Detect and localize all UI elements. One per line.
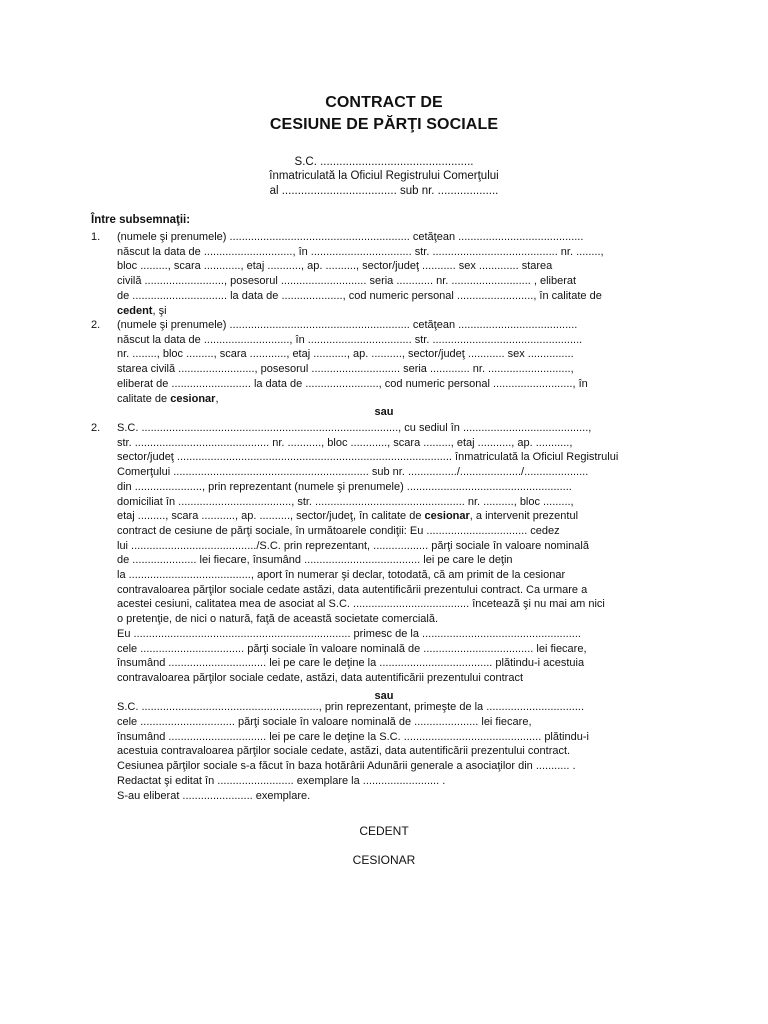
contract-body-line: însumând ................................ lei pe care le deţine la ..................................... plătindu-i acestuia [117, 657, 585, 670]
party2-line: născut la data de ............................, în .................................. str. ................................................. [117, 333, 583, 346]
company-line: sector/judeţ .......................................................................................... înmatriculată la Oficiul Registrului [117, 451, 619, 464]
contract-body-line: Eu ....................................................................... primesc de la .................................................... [117, 627, 581, 640]
cesionar-role-label: cesionar [424, 510, 470, 523]
party1-line: bloc ........., scara ............, etaj ..........., ap. .........., sector/judeţ ........... sex ............. starea [117, 260, 553, 273]
contract-body-line: contract de cesiune de părţi sociale, în următoarele condiţii: Eu ................................. cedez [117, 524, 560, 537]
company-role-prefix: etaj ........., scara ..........., ap. .........., sector/judeţ, în calitate de [117, 510, 425, 523]
party2-line: nr. ........, bloc ........., scara ............, etaj ..........., ap. .........., sector/judeţ ............ sex ............... [117, 348, 574, 361]
party2-role-prefix: calitate de [117, 392, 171, 405]
or-separator: sau [374, 406, 394, 418]
company-line: S.C. ...................................................................................., cu sediul în ........................................., [117, 422, 592, 434]
party1-line: (numele şi prenumele) ........................................................... cetăţean ......................................... [117, 231, 584, 243]
party2-role-suffix: , [215, 392, 219, 405]
cedent-signature-label: CEDENT [359, 824, 409, 838]
party2-company-number: 2. [91, 422, 101, 434]
company-name-line: S.C. ................................................ [294, 156, 474, 168]
party1-line: născut la data de ............................., în ................................. str. ......................................... nr. ........, [117, 245, 604, 258]
registry-line: înmatriculată la Oficiul Registrului Comerţului [269, 170, 499, 182]
cedent-role-label: cedent [117, 304, 153, 317]
company-line: domiciliat în ....................................., str. ................................................. nr. .........., bloc ........., [117, 495, 574, 508]
contract-body-line: de ..................... lei fiecare, însumând ...................................... lei pe care le deţin [117, 554, 513, 567]
party1-role-suffix: , şi [152, 304, 167, 317]
company-line: str. ............................................ nr. ..........., bloc ............, scara ........., etaj ..........., ap. ..........., [117, 436, 573, 449]
party2-number: 2. [91, 319, 101, 331]
party2-line: starea civilă ........................., posesorul ............................. seria ............. nr. ..........................., [117, 363, 574, 376]
party2-company-section [117, 421, 677, 803]
party1-line: de ............................... la data de ...................., cod numeric personal ........................., în calitate de [117, 289, 602, 302]
alternative-line: Cesiunea părţilor sociale s-a făcut în baza hotărârii Adunării generale a asociaţilor din ........... . [117, 760, 576, 773]
contract-body-line: cele .................................. părţi sociale în valoare nominală de .................................... lei fiecare, [117, 642, 587, 655]
alternative-line: cele ............................... părţi sociale în valoare nominală de ..................... lei fiecare, [117, 716, 532, 729]
alternative-line: S-au eliberat ....................... exemplare. [117, 789, 311, 802]
alternative-line: acestuia contravaloarea părţilor sociale cedate, astăzi, data autentificării prezentului contract. [117, 745, 571, 758]
contract-body-line: acestei cesiuni, calitatea mea de asociat al S.C. ...................................... încetează şi nu mai am nici [117, 598, 605, 611]
party2-line: (numele şi prenumele) ........................................................... cetăţean ....................................... [117, 319, 578, 331]
contract-body-line: contravaloarea părţilor sociale cedate astăzi, data autentificării prezentului contract. Ca urmare a [117, 583, 588, 596]
party2-section [117, 318, 677, 406]
or-separator: sau [374, 690, 394, 702]
alternative-line: S.C. .........................................................., prin reprezentant, primeşte de la ................................ [117, 701, 585, 714]
party1-section [117, 230, 677, 318]
party1-role-line [117, 304, 677, 319]
party2-line: eliberat de .......................... la data de ........................, cod numeric personal .........................., în [117, 377, 588, 390]
company-role-line [117, 509, 677, 524]
company-line: din ......................, prin reprezentant (numele şi prenumele) ...................................................... [117, 480, 572, 493]
party2-role-line [117, 392, 677, 407]
contract-body-line: la ........................................, aport în numerar şi declar, totodată, că am primit de la cesionar [117, 569, 566, 582]
contract-body-line: contravaloarea părţilor sociale cedate, astăzi, data autentificării prezentului contract [117, 671, 524, 684]
contract-body-line: lui ........................................./S.C. prin reprezentant, .................. părţi sociale în valoare nominală [117, 539, 589, 552]
company-line: Comerţului ................................................................ sub nr. ................/..................../..................... [117, 466, 589, 479]
parties-heading: Între subsemnaţii: [91, 214, 191, 226]
cesionar-role-label: cesionar [170, 392, 216, 405]
contract-body-line: o pretenţie, de nici o natură, faţă de această societate comercială. [117, 613, 439, 626]
contract-title-line1: CONTRACT DE [325, 94, 443, 111]
registry-number-line: al .................................... sub nr. ................... [269, 185, 499, 197]
alternative-line: însumând ................................ lei pe care le deţine la S.C. ............................................. plătindu-i [117, 730, 589, 743]
party1-number: 1. [91, 231, 101, 243]
alternative-line: Redactat şi editat în ......................... exemplare la ......................... . [117, 774, 446, 787]
party1-line: civilă .........................., posesorul ............................ seria ............ nr. .......................... , eliberat [117, 275, 577, 288]
cesionar-signature-label: CESIONAR [352, 853, 416, 867]
company-role-suffix: , a intervenit prezentul [469, 510, 579, 523]
contract-title-line2: CESIUNE DE PĂRŢI SOCIALE [269, 116, 499, 133]
